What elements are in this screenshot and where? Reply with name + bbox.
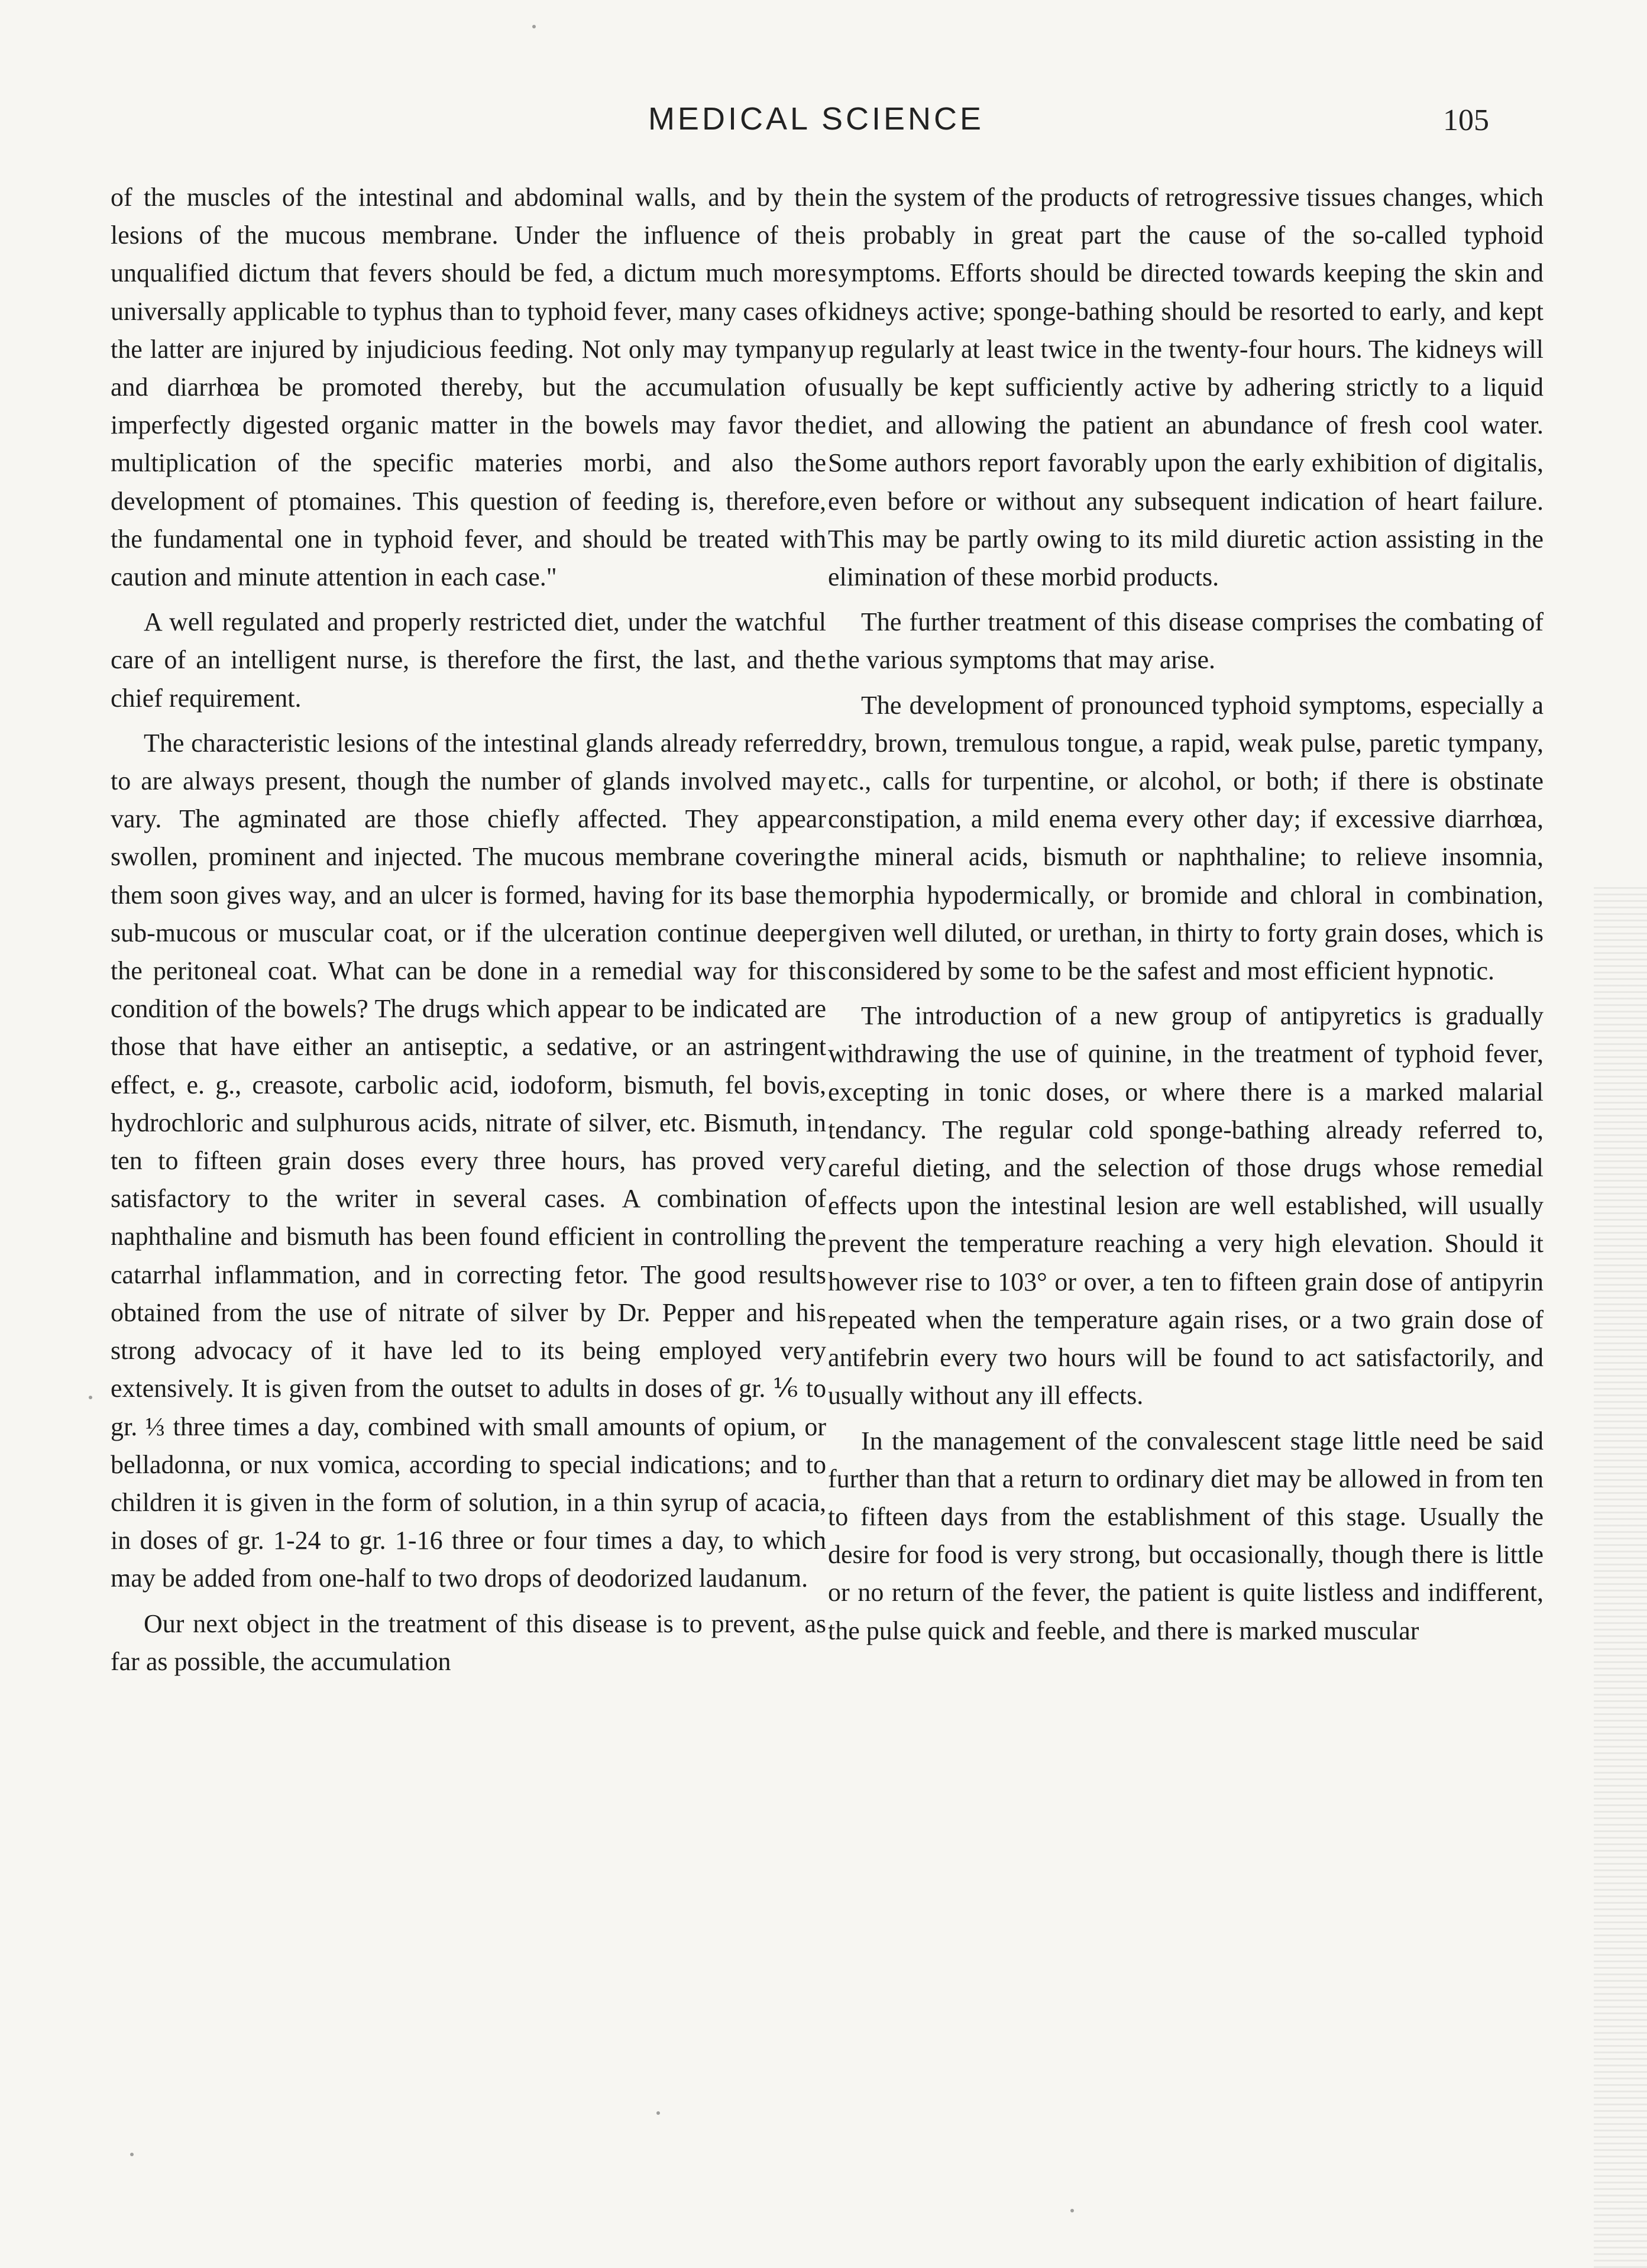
right-paragraph-5: In the management of the convalescent stage little need be said further than that a return to ordinary diet may be allowed in from ten to fifteen days from the establishment of this stage. Usually the desire for food is very strong, but occasionally, though there is little or no return of the fever, the patient is quite listless and indifferent, the pulse quick and feeble, and there is marked muscular <box>828 1426 1544 1645</box>
right-paragraph-2: The further treatment of this disease comprises the combating of the various symptoms that may arise. <box>828 607 1544 675</box>
scan-speck <box>656 2111 660 2115</box>
scan-speck <box>1070 2209 1074 2212</box>
running-head <box>0 101 1647 154</box>
scan-edge-noise <box>1594 887 1647 2268</box>
left-column <box>111 179 826 1688</box>
scan-speck <box>130 2153 134 2156</box>
right-paragraph-3: The development of pronounced typhoid symptoms, especially a dry, brown, tremulous tongue, a rapid, weak pulse, paretic tympany, etc., calls for turpentine, or alcohol, or both; if there is obstinate constipation, a mild enema every other day; if excessive diarrhœa, the mineral acids, bismuth or naphthaline; to relieve insomnia, morphia hypodermically, or bromide and chloral in combination, given well diluted, or urethan, in thirty to forty grain doses, which is considered by some to be the safest and most efficient hypnotic. <box>828 690 1544 986</box>
right-paragraph-1: in the system of the products of retrogressive tissues changes, which is probably in great part the cause of the so-called typhoid symptoms. Efforts should be directed towards keeping the skin and kidneys active; sponge-bathing should be resorted to early, and kept up regularly at least twice in the twenty-four hours. The kidneys will usually be kept sufficiently active by adhering strictly to a liquid diet, and allowing the patient an abundance of fresh cool water. Some authors report favorably upon the early exhibition of digitalis, even before or without any subsequent indication of heart failure. This may be partly owing to its mild diuretic action assisting in the elimination of these morbid products. <box>828 183 1544 592</box>
journal-title: MEDICAL SCIENCE <box>648 101 985 137</box>
left-paragraph-1: of the muscles of the intestinal and abdominal walls, and by the lesions of the mucous membrane. Under the influence of the unqualified dictum that fevers should be fed, a dictum much more universally applicable to typhus than to typhoid fever, many cases of the latter are injured by injudicious feeding. Not only may tympany and diarrhœa be promoted thereby, but the accumulation of imperfectly digested organic matter in the bowels may favor the multiplication of the specific materies morbi, and also the development of ptomaines. This question of feeding is, therefore, the fundamental one in typhoid fever, and should be treated with caution and minute attention in each case." <box>111 183 826 592</box>
page-number: 105 <box>1443 103 1489 137</box>
left-paragraph-3: The characteristic lesions of the intestinal glands already referred to are always present, though the number of glands involved may vary. The agminated are those chiefly affected. They appear swollen, prominent and injected. The mucous membrane covering them soon gives way, and an ulcer is formed, having for its base the sub-mucous or muscular coat, or if the ulceration continue deeper the peritoneal coat. What can be done in a remedial way for this condition of the bowels? The drugs which appear to be indicated are those that have either an antiseptic, a sedative, or an astringent effect, e. g., creasote, carbolic acid, iodoform, bismuth, fel bovis, hydrochloric and sulphurous acids, nitrate of silver, etc. Bismuth, in ten to fifteen grain doses every three hours, has proved very satisfactory to the writer in several cases. A combination of naphthaline and bismuth has been found efficient in controlling the catarrhal inflammation, and in correcting fetor. The good results obtained from the use of nitrate of silver by Dr. Pepper and his strong advocacy of it have led to its being employed very extensively. It is given from the outset to adults in doses of gr. ⅙ to gr. ⅓ three times a day, combined with small amounts of opium, or belladonna, or nux vomica, according to special indications; and to children it is given in the form of solution, in a thin syrup of acacia, in doses of gr. 1-24 to gr. 1-16 three or four times a day, to which may be added from one-half to two drops of deodorized laudanum. <box>111 728 826 1593</box>
right-column <box>828 179 1544 1657</box>
right-paragraph-4: The introduction of a new group of antipyretics is gradually withdrawing the use of quinine, in the treatment of typhoid fever, excepting in tonic doses, or where there is a marked malarial tendancy. The regular cold sponge-bathing already referred to, careful dieting, and the selection of those drugs whose remedial effects upon the intestinal lesion are well established, will usually prevent the temperature reaching a very high elevation. Should it however rise to 103° or over, a ten to fifteen grain dose of antipyrin repeated when the temperature again rises, or a two grain dose of antifebrin every two hours will be found to act satisfactorily, and usually without any ill effects. <box>828 1001 1544 1410</box>
scan-speck <box>89 1396 92 1399</box>
left-paragraph-4: Our next object in the treatment of this disease is to prevent, as far as possible, the accumulation <box>111 1609 826 1676</box>
left-paragraph-2: A well regulated and properly restricted diet, under the watchful care of an intelligent nurse, is therefore the first, the last, and the chief requirement. <box>111 607 826 713</box>
scan-speck <box>532 25 536 28</box>
